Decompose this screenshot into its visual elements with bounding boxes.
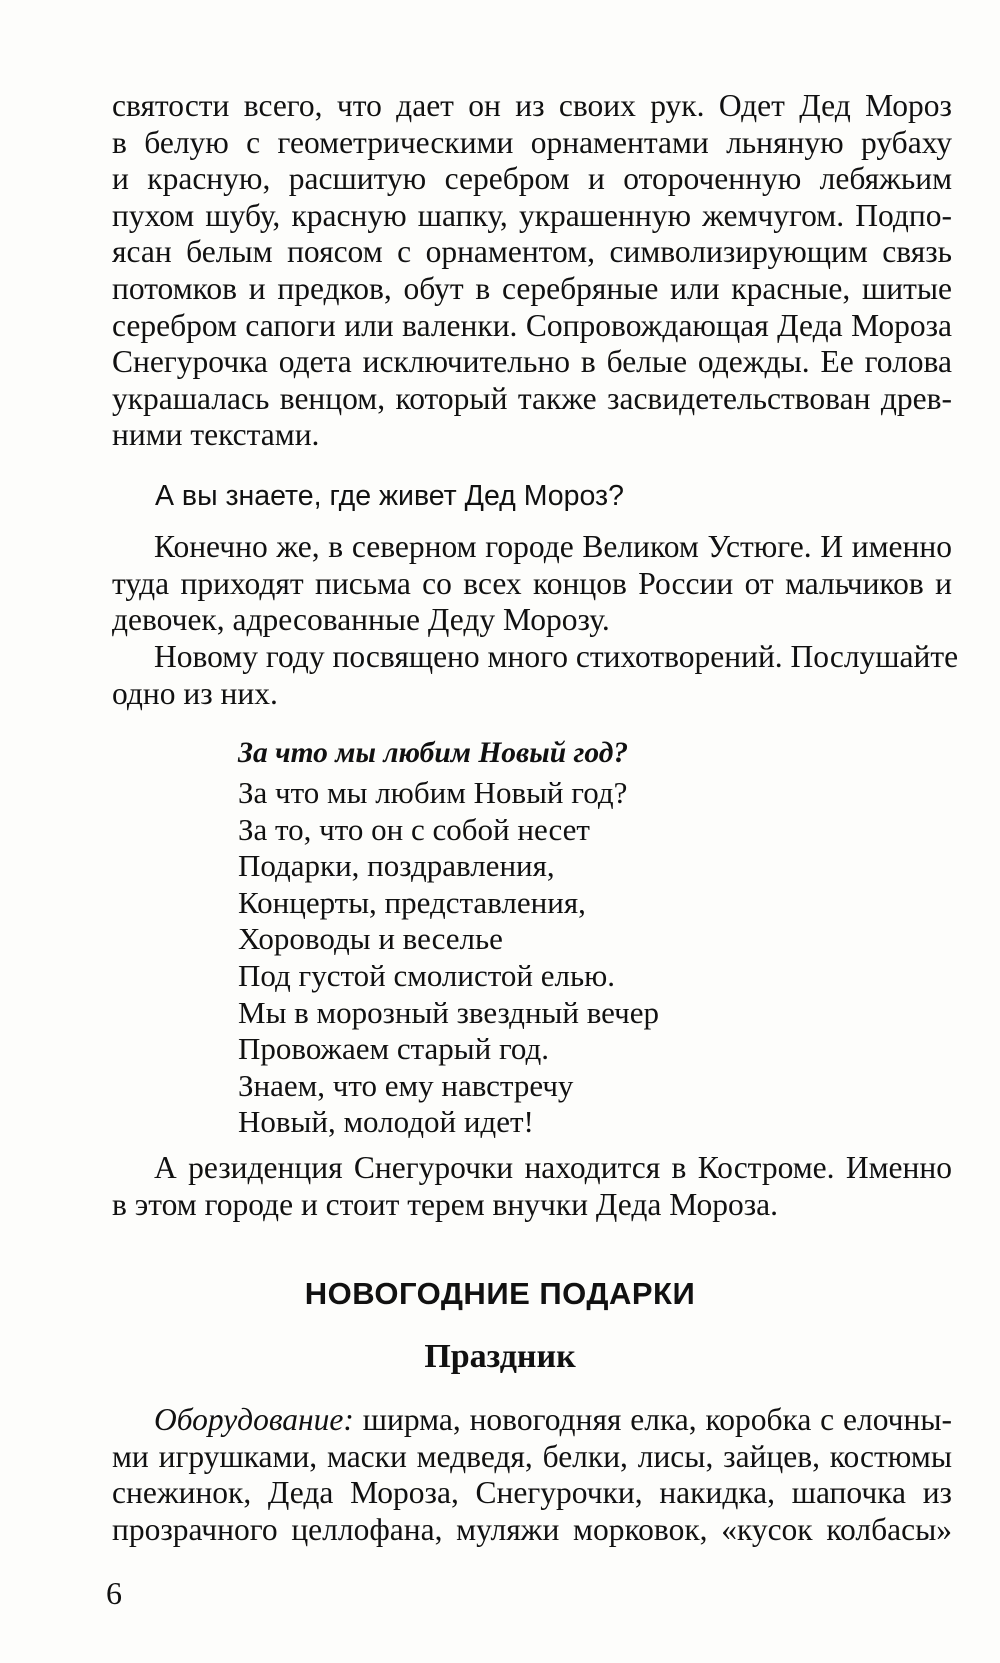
text-line: украшалась венцом, который также засвидетельствован древ- <box>112 380 952 416</box>
text-line: прозрачного целлофана, муляжи морковок, «кусок колбасы» <box>112 1511 952 1547</box>
text-line: девочек, адресованные Деду Морозу. <box>112 602 610 638</box>
paragraph-poems-intro <box>112 639 959 712</box>
text-line: туда приходят письма со всех концов России от мальчиков и <box>112 565 952 601</box>
text-line: и красную, расшитую серебром и отороченную лебяжьим <box>112 161 952 197</box>
text-line: Снегурочка одета исключительно в белые одежды. Ее голова <box>112 344 952 380</box>
text-line: А резиденция Снегурочки находится в Костроме. Именно <box>154 1150 952 1185</box>
paragraph-santa-attire <box>112 88 952 454</box>
paragraph-snegurochka-residence <box>112 1150 952 1223</box>
equipment-text: ширма, новогодняя елка, коробка с елочны- <box>353 1402 952 1437</box>
poem-line: Хороводы и веселье <box>238 921 503 957</box>
text-line: снежинок, Деда Мороза, Снегурочки, накидка, шапочка из <box>112 1475 952 1511</box>
section-heading: НОВОГОДНИЕ ПОДАРКИ <box>304 1276 696 1311</box>
text-line: потомков и предков, обут в серебряные или красные, шитые <box>112 270 952 306</box>
page-number: 6 <box>106 1575 122 1611</box>
text-line: Конечно же, в северном городе Великом Устюге. И именно <box>154 529 952 564</box>
text-line <box>112 1402 952 1439</box>
sub-heading: Праздник <box>424 1338 576 1375</box>
text-line: серебром сапоги или валенки. Сопровождающая Деда Мороза <box>112 307 952 343</box>
text-line: одно из них. <box>112 675 278 711</box>
poem-line: Новый, молодой идет! <box>238 1104 534 1140</box>
text-line: ми игрушками, маски медведя, белки, лисы, зайцев, костюмы <box>112 1438 952 1474</box>
poem-line: Провожаем старый год. <box>238 1031 550 1067</box>
poem-line: За что мы любим Новый год? <box>238 775 628 810</box>
text-line: в этом городе и стоит терем внучки Деда Мороза. <box>112 1186 778 1222</box>
text-line: пухом шубу, красную шапку, украшенную жемчугом. Подпо- <box>112 197 952 233</box>
equipment-label: Оборудование: <box>154 1402 354 1437</box>
poem-line: Концерты, представления, <box>238 884 586 920</box>
poem-line: Подарки, поздравления, <box>238 848 555 884</box>
poem <box>238 735 659 1141</box>
text-line: ними текстами. <box>112 417 320 453</box>
paragraph-equipment <box>112 1402 952 1548</box>
paragraph-velikiy-ustyug <box>112 529 952 639</box>
poem-line: Знаем, что ему навстречу <box>238 1067 574 1103</box>
poem-line: За то, что он с собой несет <box>238 811 590 847</box>
poem-title: За что мы любим Новый год? <box>238 737 629 769</box>
question-heading: А вы знаете, где живет Дед Мороз? <box>155 480 624 512</box>
text-line: в белую с геометрическими орнаментами льняную рубаху <box>112 124 952 160</box>
text-line: святости всего, что дает он из своих рук. Одет Дед Мороз <box>112 88 952 123</box>
poem-line: Под густой смолистой елью. <box>238 957 616 993</box>
text-line: Новому году посвящено много стихотворений. Послушайте <box>154 639 959 674</box>
text-line: ясан белым поясом с орнаментом, символизирующим связь <box>112 234 952 270</box>
poem-line: Мы в морозный звездный вечер <box>238 994 659 1030</box>
